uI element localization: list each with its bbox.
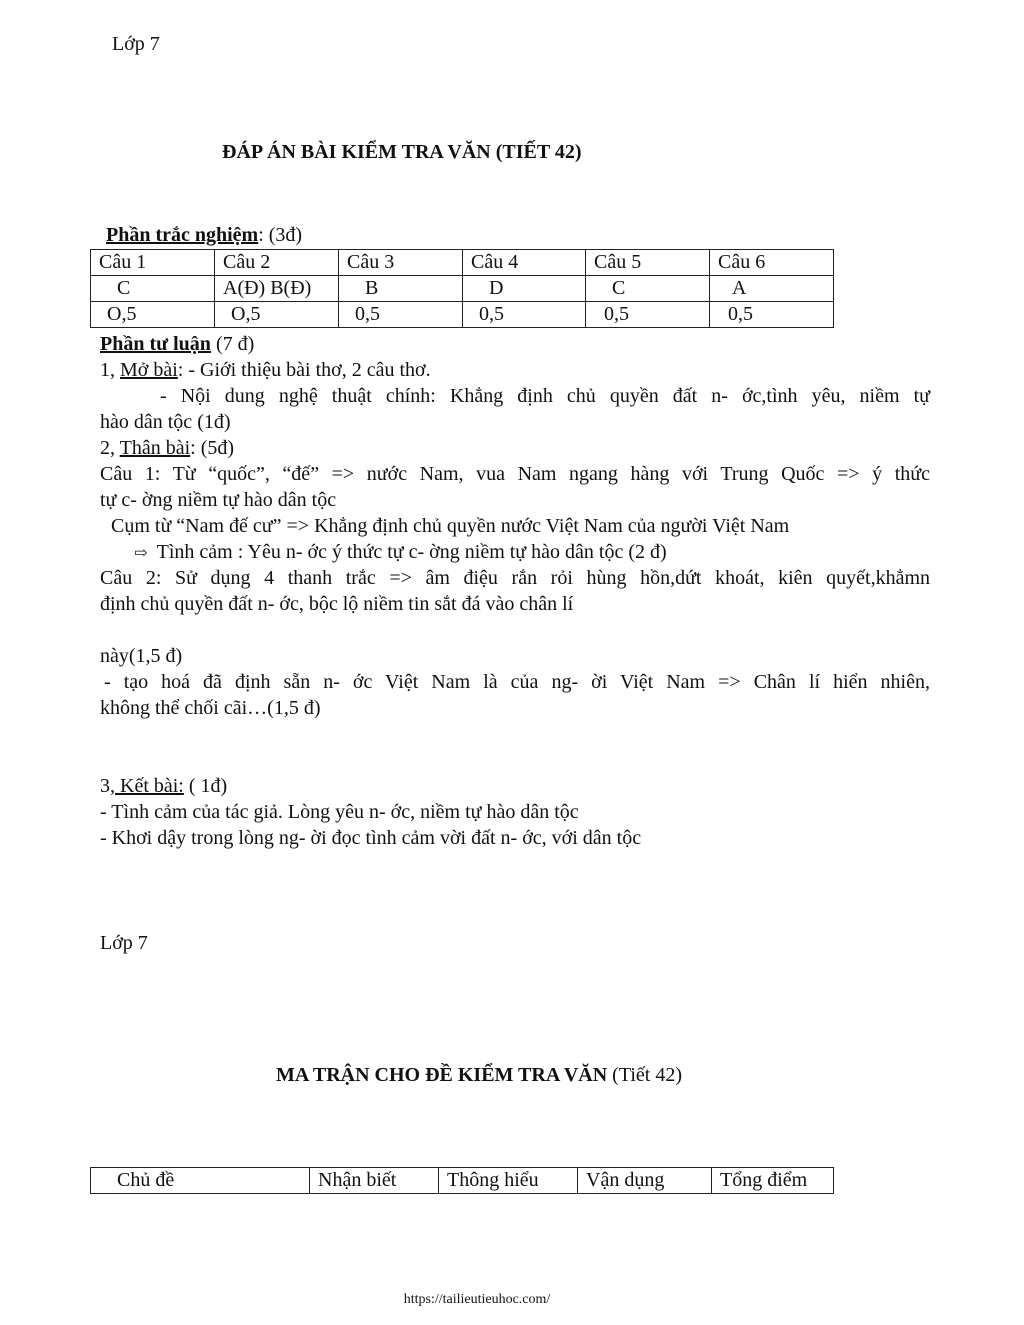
cau1-line4-text: Tình cảm : Yêu n- ớc ý thức tự c- ờng niềm tự hào dân tộc (2 đ)	[156, 541, 667, 563]
section-essay-heading: Phần tư luận	[100, 333, 211, 355]
cau2-line5: không thể chối cãi…(1,5 đ)	[100, 697, 321, 719]
table-row	[91, 276, 834, 302]
matrix-title	[276, 1062, 682, 1088]
matrix-title-sub: (Tiết 42)	[607, 1064, 682, 1086]
mo-bai-number: 1,	[100, 359, 120, 381]
ket-bai-number: 3	[100, 775, 110, 797]
table-cell: B	[339, 276, 463, 302]
cau1-line3: Cụm từ “Nam đế cư” => Khẳng định chủ quyền nước Việt Nam của người Việt Nam	[111, 515, 790, 537]
matrix-title-main: MA TRẬN CHO ĐỀ KIỂM TRA VĂN	[276, 1064, 608, 1086]
cau2-line4: - tạo hoá đã định sẵn n- ớc Việt Nam là của ng- ời Việt Nam => Chân lí hiển nhiên,	[104, 671, 930, 693]
table-header-cell: Thông hiểu	[439, 1168, 578, 1194]
than-bai-line	[100, 435, 234, 461]
mo-bai-label: Mở bài	[120, 359, 178, 381]
cau2-line2: định chủ quyền đất n- ớc, bộc lộ niềm tin sắt đá vào chân lí	[100, 593, 574, 615]
than-bai-label: Thân bài	[119, 437, 191, 459]
than-bai-points: : (5đ)	[190, 437, 235, 459]
mo-bai-line	[100, 357, 431, 383]
section-multiple-choice	[106, 222, 302, 248]
table-cell: D	[463, 276, 586, 302]
cau1-line2: tự c- ờng niềm tự hào dân tộc	[100, 489, 337, 511]
table-cell: 0,5	[710, 302, 834, 328]
table-row	[91, 250, 834, 276]
ket-bai-item1: - Tình cảm của tác giả. Lòng yêu n- ớc, niềm tự hào dân tộc	[100, 801, 579, 823]
cau1-line1: Câu 1: Từ “quốc”, “đế” => nước Nam, vua Nam ngang hàng với Trung Quốc => ý thức	[100, 463, 930, 485]
table-cell: O,5	[215, 302, 339, 328]
table-cell: 0,5	[586, 302, 710, 328]
header-grade: Lớp 7	[112, 33, 160, 55]
mo-bai-text: : - Giới thiệu bài thơ, 2 câu thơ.	[177, 359, 431, 381]
than-bai-number: 2,	[100, 437, 120, 459]
hollow-right-arrow-icon: ⇨	[134, 545, 148, 562]
cau1-line4	[130, 539, 667, 567]
table-header-cell: Câu 1	[91, 250, 215, 276]
ket-bai-label: , Kết bài:	[110, 775, 184, 797]
mo-bai-content: - Nội dung nghệ thuật chính: Khẳng định chủ quyền đất n- ớc,tình yêu, niềm tự	[160, 385, 930, 407]
table-header-cell: Câu 5	[586, 250, 710, 276]
table-header-cell: Câu 4	[463, 250, 586, 276]
table-cell: C	[586, 276, 710, 302]
answer-key-title: ĐÁP ÁN BÀI KIỂM TRA VĂN (TIẾT 42)	[222, 141, 582, 163]
ket-bai-points: ( 1đ)	[183, 775, 228, 797]
cau2-line3: này(1,5 đ)	[100, 645, 183, 667]
table-cell: O,5	[91, 302, 215, 328]
ket-bai-item2: - Khơi dậy trong lòng ng- ời đọc tình cảm vời đất n- ớc, với dân tộc	[100, 827, 642, 849]
section-essay	[100, 331, 254, 357]
section-essay-points: (7 đ)	[210, 333, 255, 355]
mo-bai-content-cont: hào dân tộc (1đ)	[100, 411, 231, 433]
table-header-cell: Nhận biết	[310, 1168, 439, 1194]
cau2-line1: Câu 2: Sử dụng 4 thanh trắc => âm điệu rắn rỏi hùng hồn,dứt khoát, kiên quyết,khẳmn	[100, 567, 930, 589]
answers-table	[90, 249, 834, 328]
ket-bai-line	[100, 773, 227, 799]
matrix-table	[90, 1167, 834, 1194]
table-cell: 0,5	[463, 302, 586, 328]
section-multiple-choice-points: : (3đ)	[258, 224, 303, 246]
table-row	[91, 302, 834, 328]
table-header-cell: Tổng điểm	[712, 1168, 834, 1194]
table-header-cell: Câu 2	[215, 250, 339, 276]
header-grade-2: Lớp 7	[100, 932, 148, 954]
table-row	[91, 1168, 834, 1194]
footer-url[interactable]: https://tailieutieuhoc.com/	[403, 1292, 551, 1307]
table-cell: A(Đ) B(Đ)	[215, 276, 339, 302]
table-header-cell: Chủ đề	[91, 1168, 310, 1194]
table-header-cell: Câu 3	[339, 250, 463, 276]
table-header-cell: Vận dụng	[578, 1168, 712, 1194]
table-header-cell: Câu 6	[710, 250, 834, 276]
table-cell: A	[710, 276, 834, 302]
table-cell: 0,5	[339, 302, 463, 328]
table-cell: C	[91, 276, 215, 302]
section-multiple-choice-heading: Phần trắc nghiệm	[106, 224, 259, 246]
